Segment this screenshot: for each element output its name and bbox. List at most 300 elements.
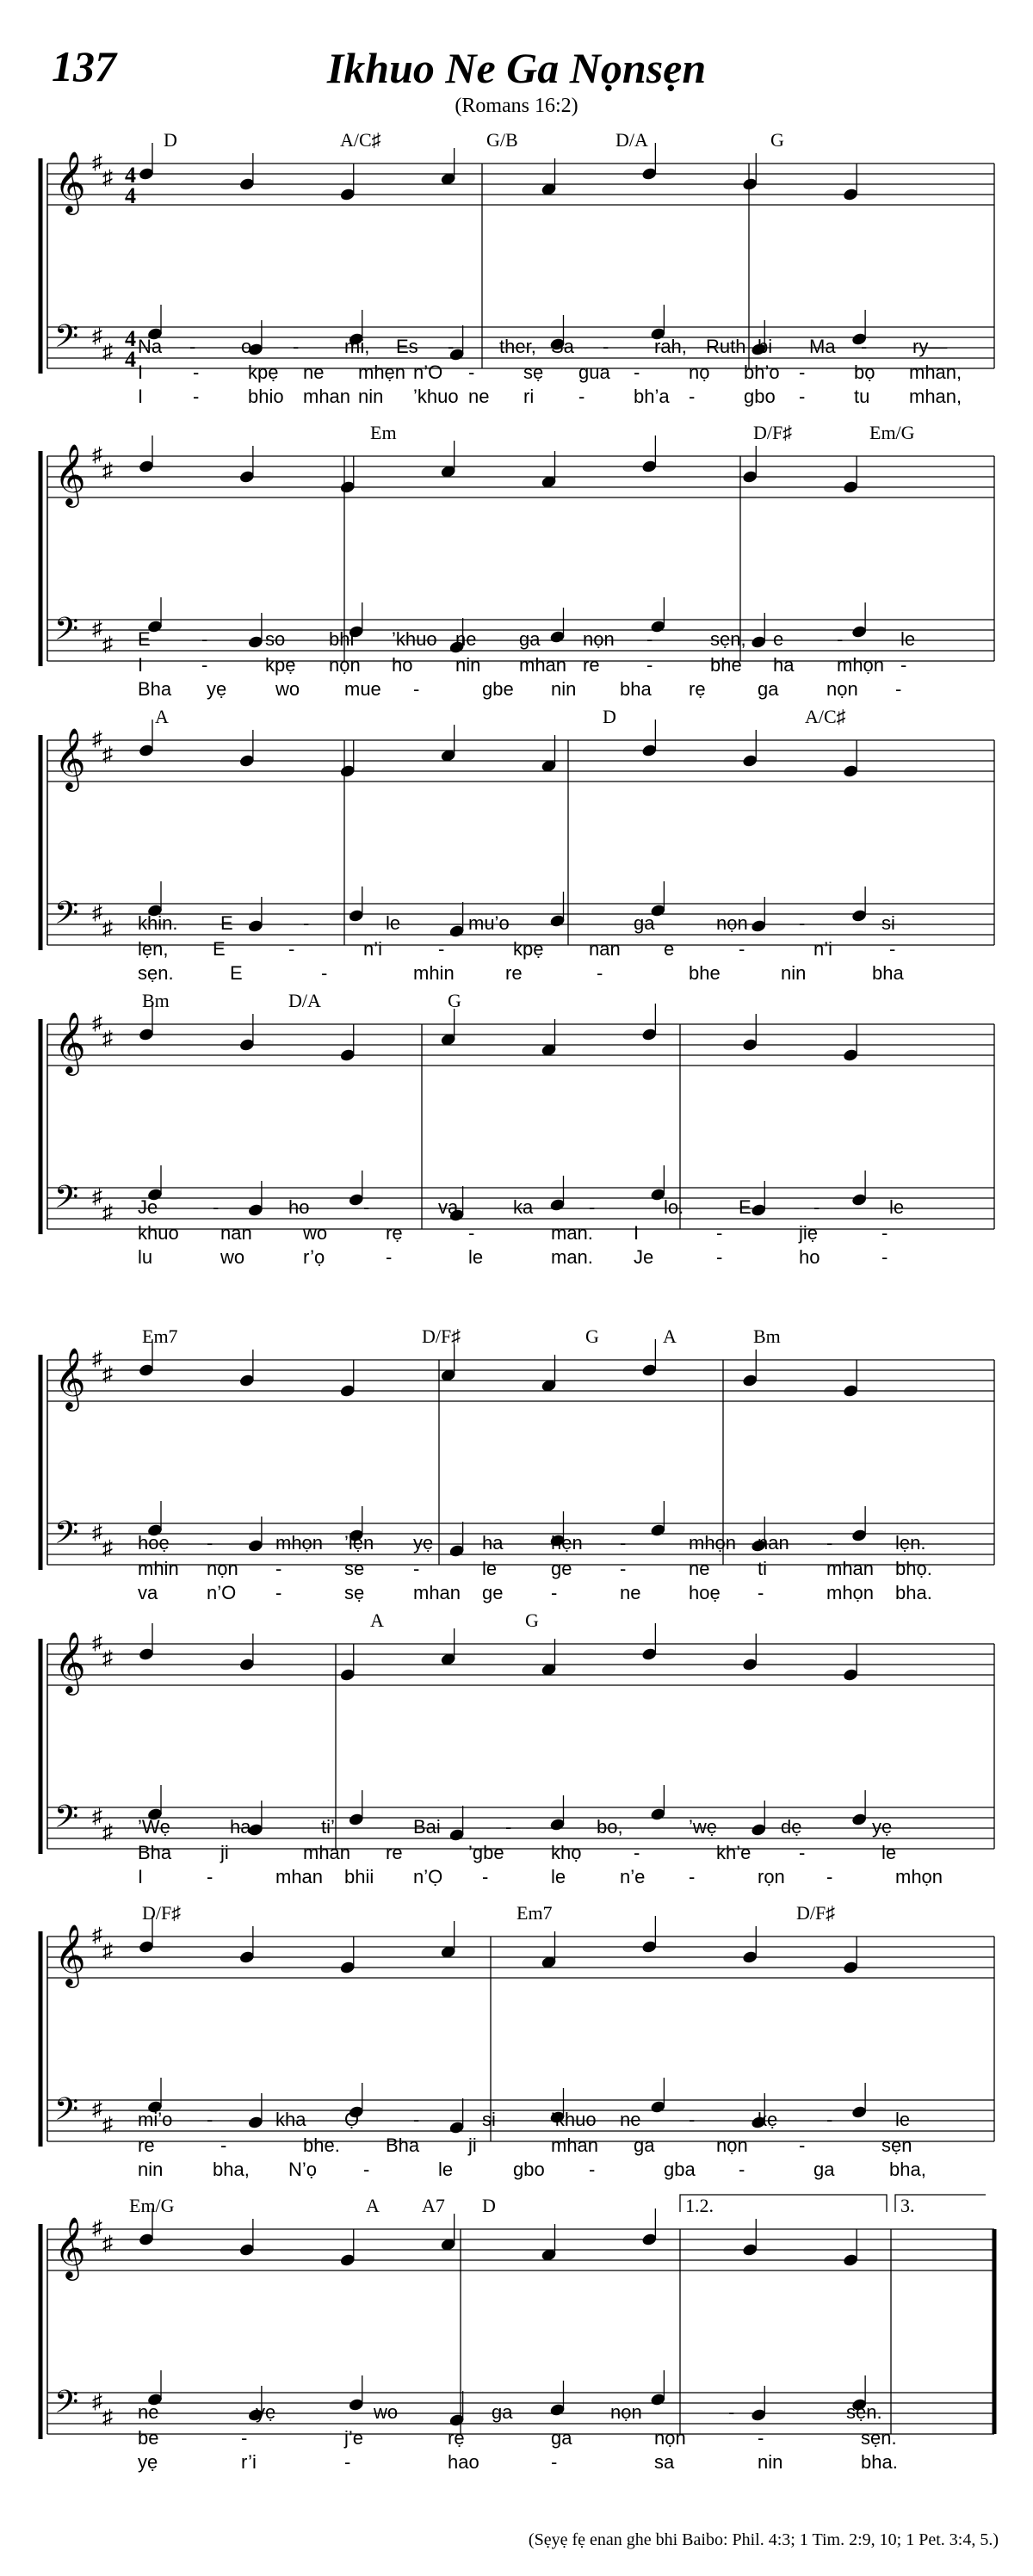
- lyric-syllable: ga: [634, 912, 655, 934]
- lyric-syllable: mhan,: [909, 361, 962, 383]
- lyric-syllable: nin: [358, 386, 384, 407]
- lyric-syllable: kẹ: [758, 2109, 778, 2130]
- lyric-syllable: Bha: [386, 2134, 420, 2156]
- lyric-syllable: rọn: [758, 1866, 785, 1887]
- chord-symbol: D/F♯: [753, 422, 793, 443]
- lyric-syllable: Sa: [551, 336, 574, 357]
- key-sharp-icon: ♯: [102, 633, 113, 656]
- lyric-syllable: -: [799, 361, 806, 383]
- lyric-syllable: mhọn: [275, 1532, 324, 1554]
- chord-symbol: Em7: [142, 1325, 178, 1347]
- lyric-syllable: mhọn: [826, 1582, 875, 1603]
- lyric-syllable: ji: [468, 2134, 477, 2156]
- lyric-syllable: si: [881, 912, 895, 934]
- lyric-syllable: ’lẹn: [344, 1532, 374, 1554]
- lyric-syllable: re: [386, 1842, 403, 1863]
- scripture-reference: (Romans 16:2): [455, 95, 578, 117]
- lyric-syllable: -: [468, 361, 475, 383]
- lyric-syllable: nọn: [716, 2134, 748, 2156]
- lyric-syllable: mi,: [344, 336, 370, 357]
- lyric-syllable: n’O: [207, 1582, 237, 1603]
- music-system: [0, 1317, 1033, 1601]
- key-sharp-icon: ♯: [102, 2233, 113, 2255]
- lyric-syllable: le: [386, 912, 401, 934]
- lyric-syllable: le: [895, 2109, 911, 2130]
- lyric-syllable: bha,: [213, 2159, 250, 2180]
- lyric-syllable: ne: [620, 1582, 641, 1603]
- lyric-syllable: gua: [578, 361, 610, 383]
- chord-symbol: D: [164, 129, 177, 151]
- lyric-syllable: ji: [220, 1842, 229, 1863]
- lyric-syllable: ’khuo: [413, 386, 459, 407]
- lyric-syllable: bh’o: [744, 361, 780, 383]
- lyric-syllable: -: [799, 386, 806, 407]
- lyric-syllable: -: [551, 2451, 558, 2473]
- lyric-syllable: bhe: [689, 962, 721, 984]
- lyric-syllable: ha: [482, 1532, 504, 1554]
- key-sharp-icon: ♯: [102, 744, 113, 766]
- lyric-syllable: r’i: [241, 2451, 257, 2473]
- lyric-syllable: kpẹ: [513, 938, 544, 960]
- lyric-syllable: gbo: [744, 386, 776, 407]
- lyric-syllable: -: [413, 1558, 420, 1579]
- lyric-syllable: bo,: [597, 1816, 623, 1838]
- chord-symbol: A/C♯: [340, 129, 381, 151]
- chord-symbol: G: [448, 990, 461, 1011]
- lyric-syllable: yẹ: [256, 2401, 276, 2423]
- lyric-syllable: -: [482, 1866, 489, 1887]
- lyric-syllable: -: [620, 1532, 627, 1554]
- lyric-syllable: -: [837, 628, 844, 650]
- lyric-syllable: khuo: [138, 1222, 179, 1244]
- lyric-syllable: -: [275, 1582, 282, 1603]
- lyric-syllable: -: [689, 386, 696, 407]
- lyric-syllable: le: [438, 2159, 454, 2180]
- lyric-syllable: Ma: [809, 336, 836, 357]
- lyric-syllable: -: [826, 1532, 833, 1554]
- key-sharp-icon: ♯: [102, 1821, 113, 1844]
- lyric-syllable: mhan: [551, 2134, 599, 2156]
- lyric-syllable: E: [213, 938, 226, 960]
- chord-symbol: Bm: [142, 990, 170, 1011]
- lyric-syllable: ther,: [499, 336, 536, 357]
- lyric-syllable: kpẹ: [265, 654, 296, 676]
- lyric-syllable: nan: [589, 938, 621, 960]
- chord-symbol: D/F♯: [142, 1902, 182, 1924]
- lyric-syllable: -: [413, 2109, 420, 2130]
- lyric-syllable: yẹ: [872, 1816, 893, 1838]
- lyric-syllable: nọn: [207, 1558, 238, 1579]
- lyric-syllable: ga: [492, 2401, 513, 2423]
- lyric-syllable: bi: [758, 336, 773, 357]
- lyric-syllable: re: [583, 654, 600, 676]
- lyric-syllable: lẹn.: [895, 1532, 926, 1554]
- lyric-syllable: -: [646, 628, 653, 650]
- lyric-syllable: ne: [455, 628, 477, 650]
- lyric-syllable: mhọn: [689, 1532, 737, 1554]
- lyric-syllable: -: [895, 678, 902, 700]
- key-sharp-icon: ♯: [92, 1012, 102, 1035]
- footnote: (Sẹyẹ fẹ enan ghe bhi Baibo: Phil. 4:3; 1 Tim. 2:9, 10; 1 Pet. 3:4, 5.): [528, 2530, 999, 2549]
- key-sharp-icon: ♯: [92, 618, 102, 640]
- lyric-syllable: khọ: [551, 1842, 582, 1863]
- bass-clef-icon: 𝄢: [54, 2384, 79, 2428]
- lyric-syllable: n’i: [363, 938, 383, 960]
- lyric-syllable: -: [799, 2134, 806, 2156]
- lyric-syllable: ha: [230, 1816, 251, 1838]
- lyric-syllable: e: [773, 628, 784, 650]
- lyric-syllable: ho: [288, 1196, 310, 1218]
- lyric-syllable: sẹn.: [846, 2401, 882, 2423]
- lyric-syllable: bọ: [854, 361, 875, 383]
- key-sharp-icon: ♯: [102, 917, 113, 940]
- lyric-syllable: hẹn: [551, 1532, 583, 1554]
- music-system: [0, 1893, 1033, 2178]
- lyric-syllable: wo: [303, 1222, 328, 1244]
- lyric-syllable: ga: [758, 678, 779, 700]
- lyric-syllable: o: [241, 336, 252, 357]
- key-sharp-icon: ♯: [92, 728, 102, 751]
- chord-symbol: G: [770, 129, 784, 151]
- lyric-syllable: bha.: [895, 1582, 932, 1603]
- lyric-syllable: yẹ: [207, 678, 227, 700]
- lyric-syllable: bha: [620, 678, 652, 700]
- lyric-syllable: nin: [781, 962, 807, 984]
- lyric-syllable: -: [363, 1196, 370, 1218]
- lyric-syllable: so: [265, 628, 286, 650]
- lyric-syllable: kha: [275, 2109, 306, 2130]
- chord-symbol: G: [585, 1325, 599, 1347]
- lyric-syllable: ry—: [912, 336, 948, 357]
- lyric-syllable: nọn: [329, 654, 361, 676]
- chord-symbol: Em: [370, 422, 397, 443]
- lyric-syllable: -: [344, 2451, 351, 2473]
- lyric-syllable: -: [386, 1246, 393, 1268]
- lyric-syllable: Je: [138, 1196, 158, 1218]
- lyric-syllable: ge: [482, 1582, 504, 1603]
- lyric-syllable: bha: [872, 962, 904, 984]
- music-system: [0, 120, 1033, 405]
- lyric-syllable: sẹn.: [138, 962, 174, 984]
- lyric-syllable: bhii: [344, 1866, 374, 1887]
- lyric-syllable: le: [551, 1866, 566, 1887]
- lyric-syllable: -: [213, 1196, 220, 1218]
- lyric-syllable: n’i: [813, 938, 833, 960]
- key-sharp-icon: ♯: [102, 2114, 113, 2136]
- treble-clef-icon: 𝄞: [54, 726, 86, 789]
- lyric-syllable: mue: [344, 678, 381, 700]
- lyric-syllable: -: [551, 1582, 558, 1603]
- lyric-syllable: wo: [374, 2401, 399, 2423]
- lyric-syllable: -: [363, 2159, 370, 2180]
- lyric-syllable: nọn: [654, 2427, 686, 2449]
- chord-symbol: A: [155, 706, 169, 727]
- lyric-syllable: ’gbe: [468, 1842, 504, 1863]
- lyric-syllable: mhọn: [837, 654, 885, 676]
- lyric-syllable: yẹ: [413, 1532, 434, 1554]
- lyric-syllable: -: [826, 1866, 833, 1887]
- lyric-syllable: E: [230, 962, 243, 984]
- lyric-syllable: Bha: [138, 1842, 172, 1863]
- lyric-syllable: ri: [523, 386, 535, 407]
- lyric-syllable: n’e: [620, 1866, 646, 1887]
- lyric-syllable: sẹn.: [861, 2427, 897, 2449]
- lyric-syllable: Bai: [413, 1816, 441, 1838]
- lyric-syllable: Ọ: [344, 2109, 360, 2130]
- lyric-syllable: sẹ: [344, 1582, 365, 1603]
- lyric-syllable: ne: [689, 1558, 710, 1579]
- lyric-syllable: mhan: [519, 654, 567, 676]
- lyric-syllable: -: [900, 654, 907, 676]
- lyric-syllable: j’e: [344, 2427, 364, 2449]
- lyric-syllable: bhe.: [303, 2134, 340, 2156]
- lyric-syllable: mhan: [275, 1866, 324, 1887]
- lyric-syllable: ’khuo: [551, 2109, 597, 2130]
- lyric-syllable: tu: [854, 386, 870, 407]
- lyric-syllable: gbe: [482, 678, 514, 700]
- lyric-syllable: -: [881, 1246, 888, 1268]
- key-sharp-icon: ♯: [92, 1806, 102, 1828]
- lyric-syllable: ho: [392, 654, 413, 676]
- chord-symbol: G: [525, 1609, 539, 1631]
- lyric-syllable: -: [468, 1222, 475, 1244]
- chord-symbol: Bm: [753, 1325, 781, 1347]
- lyric-syllable: -: [207, 1866, 213, 1887]
- lyric-syllable: ge: [551, 1558, 572, 1579]
- lyric-syllable: nọn: [583, 628, 615, 650]
- lyric-syllable: lẹn,: [138, 938, 169, 960]
- lyric-syllable: -: [597, 962, 603, 984]
- lyric-syllable: -: [689, 2109, 696, 2130]
- lyric-syllable: ka: [513, 1196, 534, 1218]
- lyric-syllable: kh’e: [716, 1842, 752, 1863]
- lyric-syllable: -: [689, 1866, 696, 1887]
- key-sharp-icon: ♯: [102, 1363, 113, 1386]
- lyric-syllable: r’ọ: [303, 1246, 325, 1268]
- lyric-syllable: -: [826, 2109, 833, 2130]
- lyric-syllable: nan: [758, 1532, 789, 1554]
- lyric-syllable: N’ọ: [288, 2159, 318, 2180]
- lyric-syllable: -: [620, 1558, 627, 1579]
- lyric-syllable: le: [468, 1246, 484, 1268]
- lyric-syllable: rẹ: [448, 2427, 465, 2449]
- lyric-syllable: -: [201, 654, 208, 676]
- lyric-syllable: -: [189, 336, 196, 357]
- lyric-syllable: mhin: [138, 1558, 179, 1579]
- lyric-syllable: ti: [758, 1558, 767, 1579]
- key-sharp-icon: ♯: [102, 1940, 113, 1962]
- treble-clef-icon: 𝄞: [54, 1346, 86, 1409]
- lyric-syllable: le: [881, 1842, 897, 1863]
- bass-clef-icon: 𝄢: [54, 1799, 79, 1843]
- lyric-syllable: -: [321, 962, 328, 984]
- lyric-syllable: hoẹ: [138, 1532, 170, 1554]
- volta-label: 3.: [900, 2195, 915, 2216]
- bass-clef-icon: 𝄢: [54, 1515, 79, 1559]
- music-system: [0, 2186, 1033, 2473]
- hymn-title: Ikhuo Ne Ga Nọnsẹn: [326, 44, 707, 92]
- chord-symbol: A: [366, 2195, 380, 2216]
- lyric-syllable: nin: [758, 2451, 783, 2473]
- lyric-syllable: ’khuo: [392, 628, 437, 650]
- lyric-syllable: -: [241, 2427, 248, 2449]
- key-sharp-icon: ♯: [102, 341, 113, 363]
- lyric-syllable: jiẹ: [799, 1222, 819, 1244]
- lyric-syllable: bha,: [889, 2159, 926, 2180]
- chord-symbol: Em/G: [869, 422, 915, 443]
- lyric-syllable: ne: [138, 2401, 159, 2423]
- lyric-syllable: -: [716, 1246, 723, 1268]
- lyric-syllable: -: [438, 938, 445, 960]
- lyric-syllable: mi’o: [138, 2109, 173, 2130]
- key-sharp-icon: ♯: [92, 902, 102, 924]
- lyric-syllable: si: [482, 2109, 496, 2130]
- chord-symbol: D/A: [615, 129, 648, 151]
- lyric-syllable: lo.: [664, 1196, 684, 1218]
- lyric-syllable: sẹn: [881, 2134, 912, 2156]
- lyric-syllable: -: [207, 1532, 213, 1554]
- lyric-syllable: -: [728, 2401, 735, 2423]
- lyric-syllable: ne: [620, 2109, 641, 2130]
- lyric-syllable: Bha: [138, 678, 172, 700]
- lyric-syllable: gba: [664, 2159, 696, 2180]
- treble-clef-icon: 𝄞: [54, 150, 86, 213]
- key-sharp-icon: ♯: [92, 444, 102, 466]
- lyric-syllable: I: [138, 654, 144, 676]
- lyric-syllable: -: [634, 361, 640, 383]
- lyric-syllable: va: [138, 1582, 158, 1603]
- lyric-syllable: hoẹ: [689, 1582, 721, 1603]
- lyric-syllable: n’O: [413, 361, 443, 383]
- lyric-syllable: nin: [455, 654, 481, 676]
- hymn-number: 137: [52, 42, 116, 90]
- lyric-syllable: ha: [773, 654, 795, 676]
- lyric-syllable: -: [861, 336, 868, 357]
- staff-svg: [0, 120, 1033, 405]
- key-sharp-icon: ♯: [102, 1537, 113, 1560]
- staff-svg: [0, 1893, 1033, 2178]
- chord-symbol: G/B: [486, 129, 518, 151]
- time-signature-bottom: 4: [125, 347, 136, 372]
- lyric-syllable: -: [716, 1222, 723, 1244]
- bass-clef-icon: 𝄢: [54, 2091, 79, 2135]
- treble-clef-icon: 𝄞: [54, 1630, 86, 1693]
- lyric-syllable: re: [138, 2134, 155, 2156]
- lyric-syllable: dẹ: [781, 1816, 802, 1838]
- lyric-syllable: ’Wẹ: [138, 1816, 170, 1838]
- lyric-syllable: E: [220, 912, 233, 934]
- lyric-syllable: -: [799, 912, 806, 934]
- lyric-syllable: -: [413, 678, 420, 700]
- lyric-syllable: rah,: [654, 336, 687, 357]
- lyric-syllable: ga: [519, 628, 541, 650]
- lyric-syllable: -: [758, 2427, 764, 2449]
- key-sharp-icon: ♯: [102, 1202, 113, 1224]
- lyric-syllable: -: [303, 912, 310, 934]
- lyric-syllable: -: [646, 654, 653, 676]
- lyric-syllable: gbo: [513, 2159, 545, 2180]
- lyric-syllable: mhin: [413, 962, 455, 984]
- lyric-syllable: sẹn,: [710, 628, 746, 650]
- lyric-syllable: ti’: [321, 1816, 335, 1838]
- lyric-syllable: -: [551, 912, 558, 934]
- lyric-syllable: -: [207, 2109, 213, 2130]
- lyric-syllable: -: [505, 1816, 512, 1838]
- lyric-syllable: ne: [303, 361, 325, 383]
- lyric-syllable: mhọn: [895, 1866, 943, 1887]
- lyric-syllable: ga: [551, 2427, 572, 2449]
- chord-symbol: D: [603, 706, 616, 727]
- lyric-syllable: -: [293, 336, 300, 357]
- key-sharp-icon: ♯: [102, 167, 113, 189]
- lyric-syllable: le: [482, 1558, 498, 1579]
- music-system: [0, 1601, 1033, 1885]
- lyric-syllable: -: [881, 1222, 888, 1244]
- key-sharp-icon: ♯: [92, 1186, 102, 1208]
- lyric-syllable: -: [448, 336, 455, 357]
- lyric-syllable: re: [505, 962, 523, 984]
- key-sharp-icon: ♯: [92, 2098, 102, 2121]
- lyric-syllable: -: [603, 336, 609, 357]
- lyric-syllable: nọn: [610, 2401, 642, 2423]
- chord-symbol: Em/G: [129, 2195, 175, 2216]
- time-signature-bottom: 4: [125, 183, 136, 208]
- lyric-syllable: mhan: [413, 1582, 461, 1603]
- lyric-syllable: bhio: [248, 386, 284, 407]
- chord-symbol: A/C♯: [805, 706, 846, 727]
- lyric-syllable: I: [634, 1222, 640, 1244]
- lyric-syllable: I: [138, 361, 144, 383]
- treble-clef-icon: 𝄞: [54, 1923, 86, 1986]
- lyric-syllable: man.: [551, 1222, 593, 1244]
- key-sharp-icon: ♯: [92, 325, 102, 348]
- key-sharp-icon: ♯: [102, 1028, 113, 1050]
- lyric-syllable: mhan: [303, 386, 351, 407]
- lyric-syllable: mhan: [826, 1558, 875, 1579]
- lyric-syllable: -: [799, 1842, 806, 1863]
- lyric-syllable: bhi: [329, 628, 355, 650]
- lyric-syllable: -: [201, 628, 208, 650]
- treble-clef-icon: 𝄞: [54, 1010, 86, 1073]
- lyric-syllable: nọn: [826, 678, 858, 700]
- lyric-syllable: -: [813, 1196, 820, 1218]
- lyric-syllable: Es: [396, 336, 418, 357]
- lyric-syllable: Na: [138, 336, 163, 357]
- music-system: [0, 413, 1033, 700]
- lyric-syllable: e: [664, 938, 675, 960]
- chord-symbol: D: [482, 2195, 496, 2216]
- key-sharp-icon: ♯: [92, 151, 102, 174]
- chord-symbol: Em7: [516, 1902, 553, 1924]
- chord-symbol: D/F♯: [796, 1902, 836, 1924]
- lyric-syllable: le: [900, 628, 916, 650]
- lyric-syllable: ne: [468, 386, 490, 407]
- key-sharp-icon: ♯: [92, 1348, 102, 1370]
- lyric-syllable: nan: [220, 1222, 252, 1244]
- chord-symbol: A: [370, 1609, 384, 1631]
- lyric-syllable: -: [578, 386, 585, 407]
- treble-clef-icon: 𝄞: [54, 442, 86, 505]
- bass-clef-icon: 𝄢: [54, 611, 79, 655]
- bass-clef-icon: 𝄢: [54, 895, 79, 939]
- lyric-syllable: -: [220, 2134, 227, 2156]
- time-signature-top: 4: [125, 163, 136, 188]
- lyric-syllable: rẹ: [689, 678, 706, 700]
- lyric-syllable: nọ: [689, 361, 710, 383]
- lyric-syllable: rẹ: [386, 1222, 403, 1244]
- lyric-syllable: -: [739, 2159, 745, 2180]
- lyric-syllable: lu: [138, 1246, 153, 1268]
